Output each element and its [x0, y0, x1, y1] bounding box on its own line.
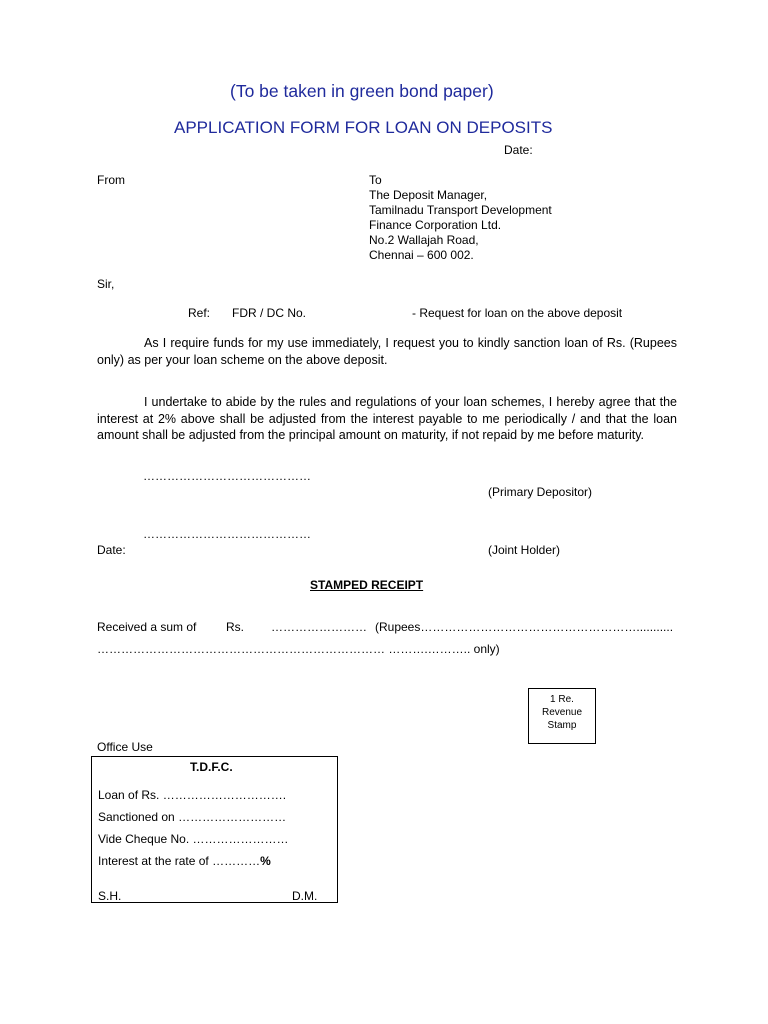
- interest-rate-text: Interest at the rate of …………: [98, 854, 261, 868]
- primary-signature-dots: ……………………………………: [143, 469, 311, 483]
- joint-signature-dots: ……………………………………: [143, 527, 311, 541]
- stamp-line: Revenue: [541, 707, 583, 718]
- salutation: Sir,: [97, 277, 115, 291]
- undertaking-paragraph: I undertake to abide by the rules and regulations of your loan schemes, I hereby agree that the interest at 2% above shall be adjusted from the interest payable to me periodically / and that the loan amount shall be adjusted from the principal amount on maturity, if not repaid by me before maturity.: [97, 395, 677, 442]
- office-use-label: Office Use: [97, 740, 153, 754]
- recipient-address: [369, 188, 552, 263]
- green-paper-note: (To be taken in green bond paper): [230, 81, 494, 101]
- sanctioned-on-field: Sanctioned on ………………………: [98, 810, 287, 824]
- amount-dots: ……………………: [271, 620, 367, 634]
- revenue-stamp-box: [528, 688, 596, 744]
- joint-holder-label: (Joint Holder): [488, 543, 561, 557]
- signature-date-label: Date:: [97, 543, 126, 557]
- vide-cheque-field: Vide Cheque No. ……………………: [98, 832, 289, 846]
- sh-label: S.H.: [98, 889, 122, 903]
- from-label: From: [97, 173, 125, 187]
- interest-rate-field: [98, 854, 271, 868]
- ref-label: Ref:: [188, 306, 211, 320]
- header-date-label: Date:: [504, 143, 533, 157]
- dm-label: D.M.: [292, 889, 318, 903]
- request-paragraph: As I require funds for my use immediately, I request you to kindly sanction loan of Rs. (Rupees only) as per your loan scheme on the above deposit.: [97, 336, 677, 367]
- primary-depositor-label: (Primary Depositor): [488, 485, 593, 499]
- office-org: T.D.F.C.: [190, 760, 233, 774]
- address-line: No.2 Wallajah Road,: [369, 233, 479, 247]
- office-use-box: [91, 756, 338, 903]
- rs-label: Rs.: [226, 620, 244, 634]
- to-label: To: [369, 173, 382, 187]
- address-line: Chennai – 600 002.: [369, 248, 474, 262]
- receipt-title: STAMPED RECEIPT: [310, 578, 424, 592]
- address-line: Finance Corporation Ltd.: [369, 218, 502, 232]
- loan-of-field: Loan of Rs. ………………………….: [98, 788, 287, 802]
- fdr-label: FDR / DC No.: [232, 306, 307, 320]
- rupees-text: (Rupees………………………………………………...........: [375, 620, 674, 634]
- stamp-line: 1 Re.: [550, 694, 574, 705]
- reference-subject: - Request for loan on the above deposit: [412, 306, 623, 320]
- stamp-line: Stamp: [547, 720, 577, 731]
- percent-sign: %: [260, 854, 271, 868]
- form-title: APPLICATION FORM FOR LOAN ON DEPOSITS: [174, 118, 553, 137]
- address-line: Tamilnadu Transport Development: [369, 203, 552, 217]
- receipt-line-2: ……………………………………………………………… ……….……….. only): [97, 642, 500, 656]
- address-line: The Deposit Manager,: [369, 188, 488, 202]
- received-label: Received a sum of: [97, 620, 197, 634]
